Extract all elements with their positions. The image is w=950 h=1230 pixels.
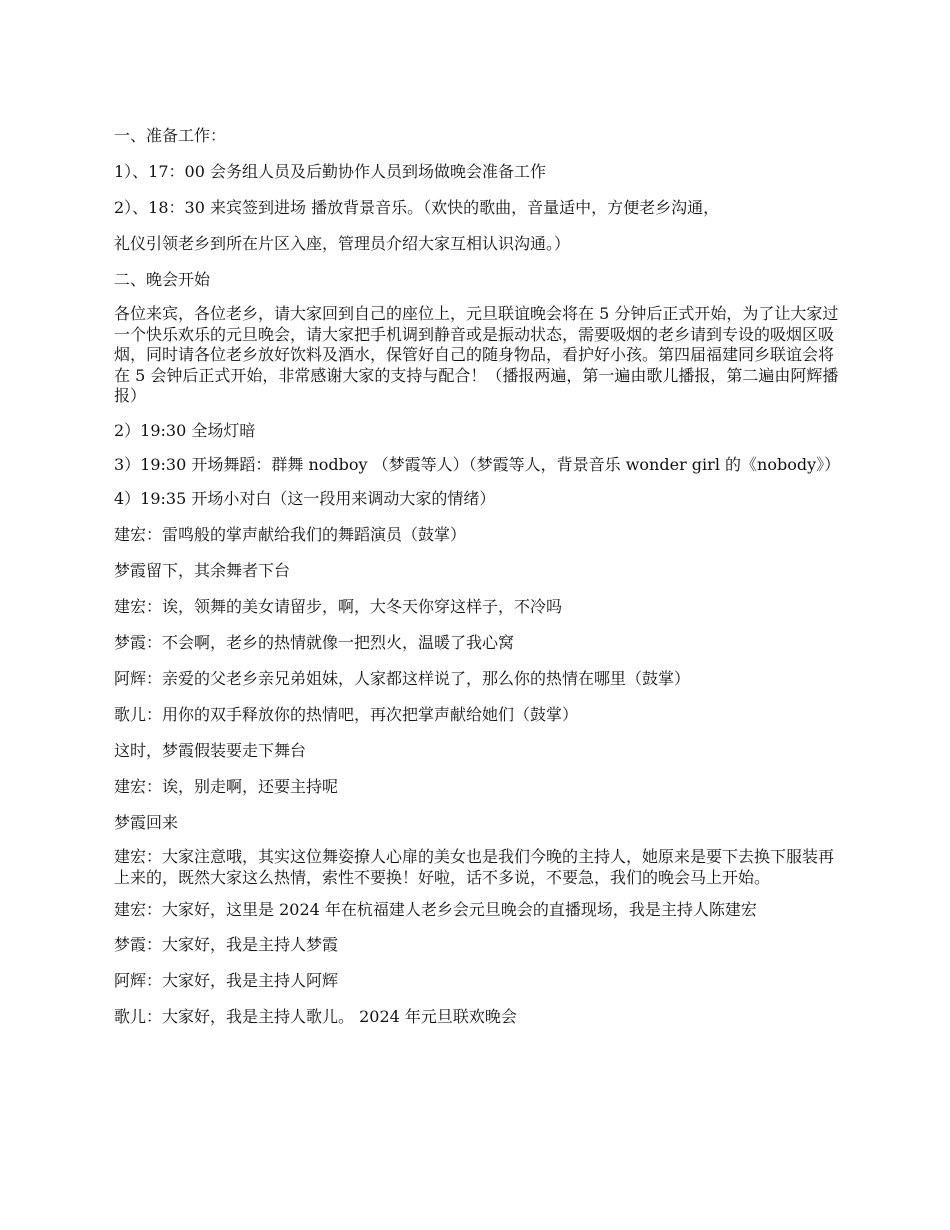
dialogue-line: 阿辉：大家好，我是主持人阿辉	[114, 970, 339, 990]
dialogue-line: 建宏：大家好，这里是 2024 年在杭福建人老乡会元旦晚会的直播现场，我是主持人陈建宏	[114, 900, 757, 919]
dialogue-line: 建宏：大家注意哦，其实这位舞姿撩人心扉的美女也是我们今晚的主持人，她原来是要下去换下服装再上来的，既然大家这么热情，索性不要换！好啦，话不多说，不要急，我们的晚会马上开始。	[114, 847, 835, 887]
dialogue-line: 阿辉：亲爱的父老乡亲兄弟姐妹，人家都这样说了，那么你的热情在哪里（鼓掌）	[114, 669, 691, 688]
schedule-item-continuation: 礼仪引领老乡到所在片区入座，管理员介绍大家互相认识沟通。）	[114, 234, 571, 253]
stage-direction: 梦霞留下，其余舞者下台	[114, 561, 291, 580]
dialogue-line: 歌儿：大家好，我是主持人歌儿。 2024 年元旦联欢晚会	[114, 1006, 517, 1026]
schedule-item: 1）、17：00 会务组人员及后勤协作人员到场做晚会准备工作	[114, 162, 546, 181]
document-body	[114, 124, 840, 1041]
announcement-paragraph: 各位来宾，各位老乡，请大家回到自己的座位上，元旦联谊晚会将在 5 分钟后正式开始，为了让大家过一个快乐欢乐的元旦晚会，请大家把手机调到静音或是振动状态，需要吸烟的老乡请到专设的吸烟区吸烟，同时请各位老乡放好饮料及酒水，保管好自己的随身物品，看护好小孩。第四届福建同乡联谊会将在 5 会钟后正式开始，非常感谢大家的支持与配合！（播报两遍，第一遍由歌儿播报，第二遍由阿辉播报）	[114, 304, 839, 405]
schedule-item: 2）19:30 全场灯暗	[114, 420, 256, 440]
dialogue-line: 建宏：诶，领舞的美女请留步，啊，大冬天你穿这样子，不冷吗	[114, 597, 563, 616]
dialogue-line: 建宏：雷鸣般的掌声献给我们的舞蹈演员（鼓掌）	[114, 525, 467, 544]
section-heading-preparation: 一、准备工作：	[114, 126, 227, 145]
dialogue-line: 建宏：诶，别走啊，还要主持呢	[114, 777, 339, 796]
schedule-item: 4）19:35 开场小对白（这一段用来调动大家的情绪）	[114, 489, 496, 508]
dialogue-line: 梦霞：不会啊，老乡的热情就像一把烈火，温暖了我心窝	[114, 633, 515, 652]
schedule-item: 2）、18：30 来宾签到进场 播放背景音乐。（欢快的歌曲，音量适中，方便老乡沟通，	[114, 198, 720, 217]
section-heading-gala-start: 二、晚会开始	[114, 270, 211, 289]
schedule-item: 3）19:30 开场舞蹈：群舞 nodboy （梦霞等人）（梦霞等人，背景音乐 wonder girl 的《nobody》）	[114, 454, 841, 474]
dialogue-line: 梦霞：大家好，我是主持人梦霞	[114, 934, 339, 954]
dialogue-line: 歌儿：用你的双手释放你的热情吧，再次把掌声献给她们（鼓掌）	[114, 705, 579, 724]
stage-direction: 这时，梦霞假装要走下舞台	[114, 741, 307, 760]
stage-direction: 梦霞回来	[114, 813, 179, 832]
